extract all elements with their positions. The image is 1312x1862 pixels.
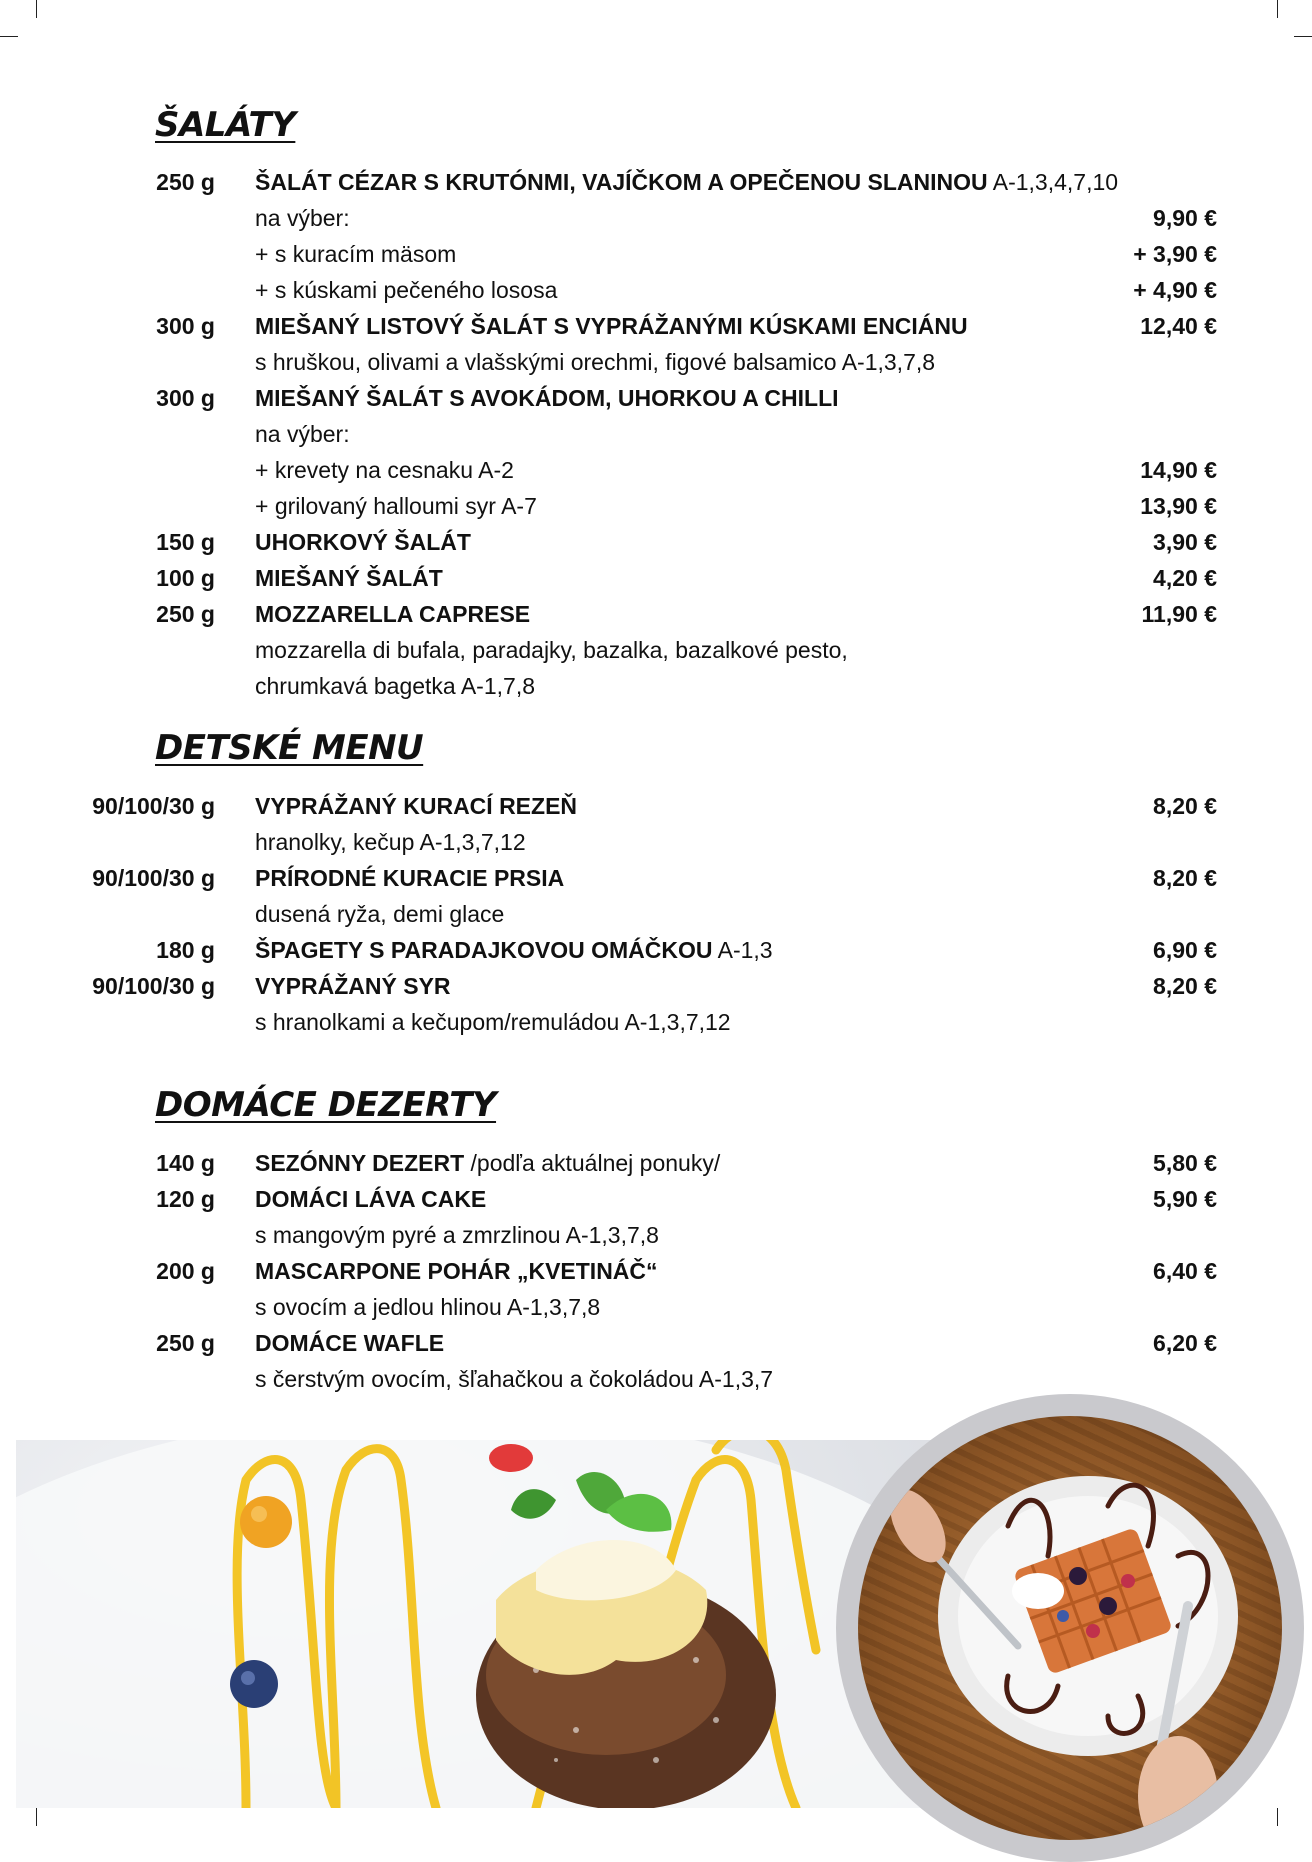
crop-mark (1277, 1808, 1278, 1826)
menu-row (0, 344, 1312, 380)
menu-row (0, 1145, 1312, 1181)
item-text (255, 632, 848, 668)
menu-list-salaty (0, 164, 1312, 704)
item-text (255, 488, 537, 524)
item-name: DOMÁCI LÁVA CAKE (255, 1186, 487, 1212)
item-description: s ovocím a jedlou hlinou A-1,3,7,8 (255, 1294, 601, 1320)
item-price: 6,40 € (1153, 1258, 1217, 1284)
menu-row (0, 968, 1312, 1004)
item-weight: 250 g (156, 1330, 215, 1356)
item-description: + grilovaný halloumi syr A-7 (255, 493, 537, 519)
item-text (255, 824, 526, 860)
item-description: + krevety na cesnaku A-2 (255, 457, 514, 483)
menu-row (0, 1004, 1312, 1040)
menu-row (0, 1253, 1312, 1289)
item-description: hranolky, kečup A-1,3,7,12 (255, 829, 526, 855)
item-name: VYPRÁŽANÝ SYR (255, 973, 451, 999)
menu-row (0, 560, 1312, 596)
item-text (255, 1289, 600, 1325)
item-name: SEZÓNNY DEZERT (255, 1150, 465, 1176)
item-text (255, 896, 504, 932)
item-weight: 250 g (156, 169, 215, 195)
item-text (255, 344, 935, 380)
item-weight: 150 g (156, 529, 215, 555)
item-description: mozzarella di bufala, paradajky, bazalka, bazalkové pesto, (255, 637, 848, 663)
item-weight: 100 g (156, 565, 215, 591)
item-name: VYPRÁŽANÝ KURACÍ REZEŇ (255, 793, 578, 819)
item-description: /podľa aktuálnej ponuky/ (464, 1150, 721, 1176)
item-price: 5,90 € (1153, 1186, 1217, 1212)
menu-row (0, 236, 1312, 272)
item-name: ŠALÁT CÉZAR S KRUTÓNMI, VAJÍČKOM A OPEČENOU SLANINOU (255, 169, 988, 195)
menu-row (0, 824, 1312, 860)
item-description: s hranolkami a kečupom/remuládou A-1,3,7,12 (255, 1009, 731, 1035)
menu-row (0, 1325, 1312, 1361)
item-price: 6,90 € (1153, 937, 1217, 963)
section-title-domace-dezerty: DOMÁCE DEZERTY (155, 1085, 497, 1125)
item-description: s čerstvým ovocím, šľahačkou a čokoládou A-1,3,7 (255, 1366, 774, 1392)
item-text (255, 1325, 444, 1361)
item-price: 4,20 € (1153, 565, 1217, 591)
item-price: 13,90 € (1140, 493, 1217, 519)
menu-row (0, 896, 1312, 932)
item-text (255, 668, 535, 704)
menu-row (0, 488, 1312, 524)
item-text (255, 1004, 731, 1040)
item-price: 12,40 € (1140, 313, 1217, 339)
menu-row (0, 1181, 1312, 1217)
crop-mark (1277, 0, 1278, 18)
item-text (255, 452, 514, 488)
item-weight: 200 g (156, 1258, 215, 1284)
item-name: MIEŠANÝ LISTOVÝ ŠALÁT S VYPRÁŽANÝMI KÚSKAMI ENCIÁNU (255, 313, 968, 339)
item-name: ŠPAGETY S PARADAJKOVOU OMÁČKOU (255, 937, 713, 963)
item-description: A-1,3 (712, 937, 773, 963)
menu-row (0, 788, 1312, 824)
item-text (255, 860, 564, 896)
item-price: 3,90 € (1153, 529, 1217, 555)
menu-row (0, 860, 1312, 896)
item-name: MASCARPONE POHÁR „KVETINÁČ“ (255, 1258, 658, 1284)
menu-row (0, 524, 1312, 560)
item-text (255, 788, 577, 824)
item-weight: 180 g (156, 937, 215, 963)
menu-row (0, 380, 1312, 416)
item-weight: 250 g (156, 601, 215, 627)
menu-row (0, 1217, 1312, 1253)
item-description: dusená ryža, demi glace (255, 901, 505, 927)
item-text (255, 416, 350, 452)
item-text (255, 308, 968, 344)
item-name: PRÍRODNÉ KURACIE PRSIA (255, 865, 565, 891)
menu-row (0, 272, 1312, 308)
item-text (255, 1181, 486, 1217)
item-description: na výber: (255, 421, 350, 447)
waffle-illustration (858, 1416, 1282, 1840)
item-name: MIEŠANÝ ŠALÁT (255, 565, 443, 591)
item-name: MOZZARELLA CAPRESE (255, 601, 531, 627)
menu-row (0, 668, 1312, 704)
item-text (255, 560, 443, 596)
item-text (255, 1253, 658, 1289)
waffle-photo (858, 1416, 1282, 1840)
item-description: s hruškou, olivami a vlašskými orechmi, figové balsamico A-1,3,7,8 (255, 349, 936, 375)
item-description: s mangovým pyré a zmrzlinou A-1,3,7,8 (255, 1222, 659, 1248)
item-text (255, 596, 530, 632)
menu-row (0, 1289, 1312, 1325)
item-description: A-1,3,4,7,10 (987, 169, 1119, 195)
menu-row (0, 932, 1312, 968)
item-price: 6,20 € (1153, 1330, 1217, 1356)
menu-row (0, 1361, 1312, 1397)
item-text (255, 1361, 773, 1397)
item-text (255, 380, 839, 416)
menu-row (0, 596, 1312, 632)
item-name: DOMÁCE WAFLE (255, 1330, 445, 1356)
item-price: 14,90 € (1140, 457, 1217, 483)
item-price: 5,80 € (1153, 1150, 1217, 1176)
menu-row (0, 200, 1312, 236)
item-price: 8,20 € (1153, 793, 1217, 819)
item-text (255, 272, 557, 308)
item-weight: 90/100/30 g (92, 865, 215, 891)
menu-row (0, 632, 1312, 668)
item-text (255, 1145, 720, 1181)
item-weight: 140 g (156, 1150, 215, 1176)
item-text (255, 968, 451, 1004)
item-text (255, 200, 350, 236)
lava-cake-illustration (16, 1440, 946, 1808)
item-weight: 300 g (156, 313, 215, 339)
menu-row (0, 416, 1312, 452)
item-price: + 3,90 € (1133, 241, 1217, 267)
item-price: 8,20 € (1153, 865, 1217, 891)
menu-list-detske-menu (0, 788, 1312, 1040)
item-description: + s kuracím mäsom (255, 241, 457, 267)
item-price: 9,90 € (1153, 205, 1217, 231)
waffle-photo-frame (836, 1394, 1304, 1862)
crop-mark (1294, 36, 1312, 37)
item-text (255, 164, 1118, 200)
item-price: + 4,90 € (1133, 277, 1217, 303)
crop-mark (0, 36, 18, 37)
section-title-detske-menu: DETSKÉ MENU (155, 728, 424, 768)
crop-mark (36, 1808, 37, 1826)
item-weight: 300 g (156, 385, 215, 411)
item-weight: 120 g (156, 1186, 215, 1212)
item-name: MIEŠANÝ ŠALÁT S AVOKÁDOM, UHORKOU A CHILLI (255, 385, 839, 411)
menu-row (0, 308, 1312, 344)
section-title-salaty: ŠALÁTY (155, 105, 296, 145)
menu-row (0, 164, 1312, 200)
lava-cake-photo (16, 1440, 946, 1808)
item-text (255, 932, 773, 968)
item-price: 11,90 € (1141, 601, 1217, 627)
item-weight: 90/100/30 g (92, 793, 215, 819)
menu-row (0, 452, 1312, 488)
item-description: chrumkavá bagetka A-1,7,8 (255, 673, 535, 699)
item-text (255, 236, 456, 272)
menu-list-domace-dezerty (0, 1145, 1312, 1397)
item-text (255, 524, 471, 560)
item-description: na výber: (255, 205, 350, 231)
item-price: 8,20 € (1153, 973, 1217, 999)
item-text (255, 1217, 659, 1253)
item-weight: 90/100/30 g (92, 973, 215, 999)
item-name: UHORKOVÝ ŠALÁT (255, 529, 471, 555)
crop-mark (36, 0, 37, 18)
item-description: + s kúskami pečeného lososa (255, 277, 558, 303)
